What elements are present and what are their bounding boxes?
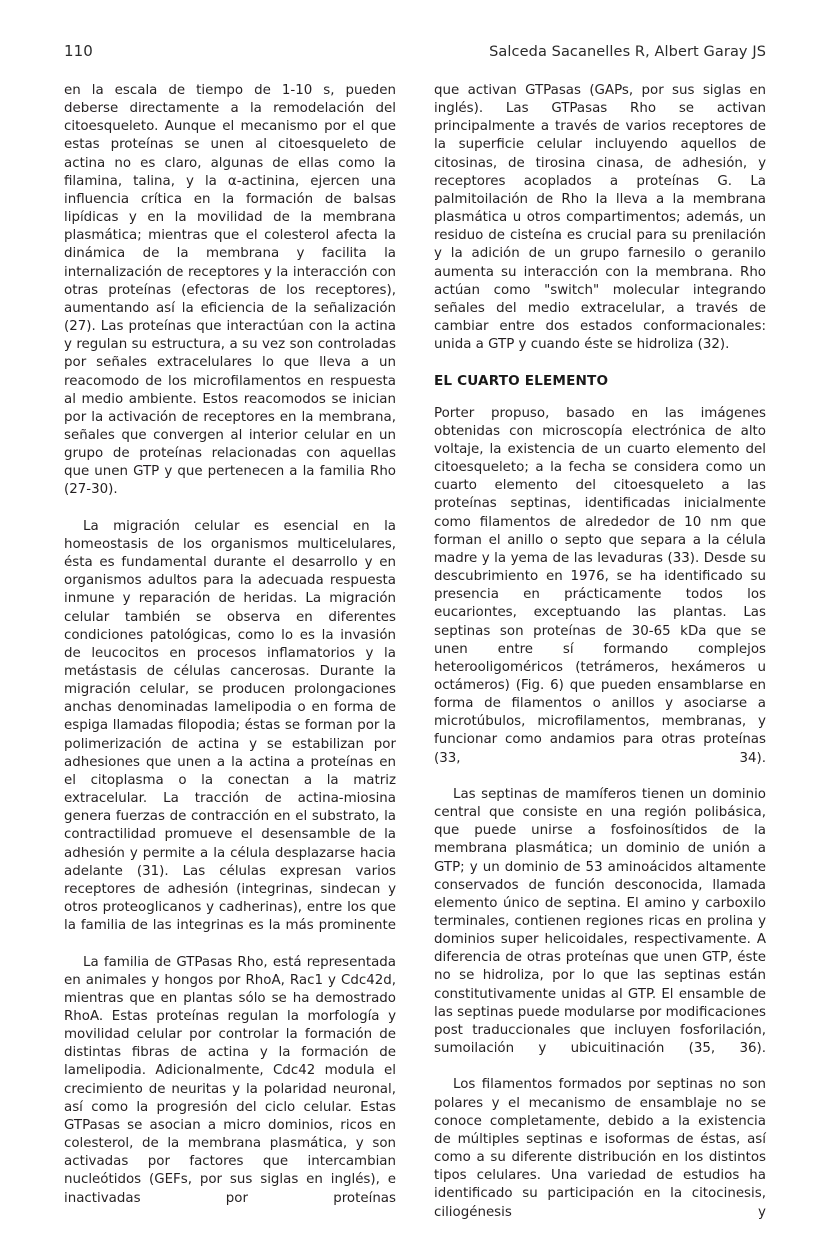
page-number: 110 — [64, 42, 93, 60]
body-columns — [64, 82, 767, 1220]
section-heading: EL CUARTO ELEMENTO — [434, 373, 609, 390]
paragraph: Porter propuso, basado en las imágenes obtenidas con microscopía electrónica de alto voltaje, la existencia de un cuarto elemento del citoesqueleto; a la fecha se considera como un cuarto elemento del citoesqueleto a las proteínas septinas, identificadas inicialmente como filamentos de alrededor de 10 nm que forman el anillo o septo que separa a la célula madre y la yema de las levaduras (33). Desde su descubrimiento en 1976, se ha identificado su presencia en prácticamente todos los eucariontes, exceptuando las plantas. Las septinas son proteínas de 30-65 kDa que se unen entre sí formando complejos heterooligoméricos (tetrámeros, hexámeros u octámeros) (Fig. 6) que pueden ensamblarse en forma de filamentos o anillos y asociarse a microtúbulos, microfilamentos, membranas, y funcionar como andamios para otras proteínas (33, 34). — [434, 405, 766, 766]
right-column — [434, 82, 767, 1220]
spacer-after-heading — [434, 391, 766, 405]
paragraph: Los filamentos formados por septinas no son polares y el mecanismo de ensamblaje no se conoce completamente, debido a la existencia de múltiples septinas e isoformas de éstas, así como a su diferente distribución en los distintos tipos celulares. Una variedad de estudios ha identificado su participación en la citocinesis, ciliogénesis y — [434, 1077, 766, 1220]
paragraph: Las septinas de mamíferos tienen un dominio central que consiste en una región polibásica, que puede unirse a fosfoinosítidos de la membrana plasmática; un dominio de unión a GTP; y un dominio de 53 aminoácidos altamente conservados de función desconocida, llamada elemento único de septina. El amino y carboxilo terminales, contienen regiones ricas en prolina y dominios super helicoidales, respectivamente. A diferencia de otras proteínas que unen GTP, éste no se hidroliza, por lo que las septinas están constitutivamente unidas al GTP. El ensamble de las septinas puede modularse por modificaciones post traduccionales que incluyen fosforilación, sumoilación y ubicuitinación (35, 36). — [434, 786, 767, 1057]
running-head-authors: Salceda Sacanelles R, Albert Garay JS — [489, 44, 766, 60]
running-head — [64, 42, 766, 62]
paragraph: La migración celular es esencial en la homeostasis de los organismos multicelulares, ésta es fundamental durante el desarrollo y en organismos adultos para la adecuada respuesta inmune y reparación de heridas. La migración celular también se observa en diferentes condiciones patológicas, como lo es la invasión de leucocitos en procesos inflamatorios y la metástasis de células cancerosas. Durante la migración celular, se producen prolongaciones anchas denominadas lamelipodia o en forma de espiga llamadas filopodia; éstas se forman por la polimerización de actina y se estabilizan por adhesiones que unen a la actina a proteínas en el citoplasma o la conectan a la matriz extracelular. La tracción de actina-miosina genera fuerzas de contracción en el substrato, la contractilidad promueve el desensamble de la adhesión y permite a la célula desplazarse hacia adelante (31). Las células expresan varios receptores de adhesión (integrinas, sindecan y otros proteoglicanos y cadherinas), entre los que la familia de las integrinas es la más prominente — [64, 518, 396, 934]
paragraph: La familia de GTPasas Rho, está representada en animales y hongos por RhoA, Rac1 y Cdc42d, mientras que en plantas sólo se ha demostrado RhoA. Estas proteínas regulan la morfología y movilidad celular por controlar la formación de distintas fibras de actina y la formación de lamelipodia. Adicionalmente, Cdc42 modula el crecimiento de neuritas y la polaridad neuronal, así como la progresión del ciclo celular. Estas GTPasas se asocian a micro dominios, ricos en colesterol, de la membrana plasmática, y son activadas por factores que intercambian nucleótidos (GEFs, por sus siglas en inglés), e inactivadas por proteínas — [64, 954, 396, 1206]
paragraph: que activan GTPasas (GAPs, por sus siglas en inglés). Las GTPasas Rho se activan principalmente a través de varios receptores de la superficie celular incluyendo aquellos de citosinas, de tirosina cinasa, de adhesión, y receptores acoplados a proteínas G. La palmitoilación de Rho la lleva a la membrana plasmática u otros compartimentos; además, un residuo de cisteína es crucial para su prenilación y la adición de un grupo farnesilo o geranilo aumenta su interacción con la membrana. Rho actúan como "switch" molecular integrando señales del medio extracelular, a través de cambiar entre dos estados conformacionales: unida a GTP y cuando éste se hidroliza (32). — [434, 83, 766, 353]
left-column — [64, 82, 396, 1206]
paragraph: en la escala de tiempo de 1-10 s, pueden deberse directamente a la remodelación del citoesqueleto. Aunque el mecanismo por el que estas proteínas se unen al citoesqueleto de actina no es claro, algunas de ellas como la filamina, talina, y la α-actinina, ejercen una influencia crítica en la formación de balsas lipídicas y en la movilidad de la membrana plasmática; mientras que el colesterol afecta la dinámica de la membrana y facilita la internalización de receptores y la interacción con otras proteínas (efectoras de los receptores), aumentando así la eficiencia de la señalización (27). Las proteínas que interactúan con la actina y regulan su estructura, a su vez son controladas por señales extracelulares lo que lleva a un reacomodo de los microfilamentos en respuesta al medio ambiente. Estos reacomodos se inician por la activación de receptores en la membrana, señales que convergen al interior celular en un grupo de proteínas relacionadas con aquellas que unen GTP y que pertenecen a la familia Rho (27-30). — [64, 83, 396, 498]
spacer-before-heading — [434, 354, 766, 372]
